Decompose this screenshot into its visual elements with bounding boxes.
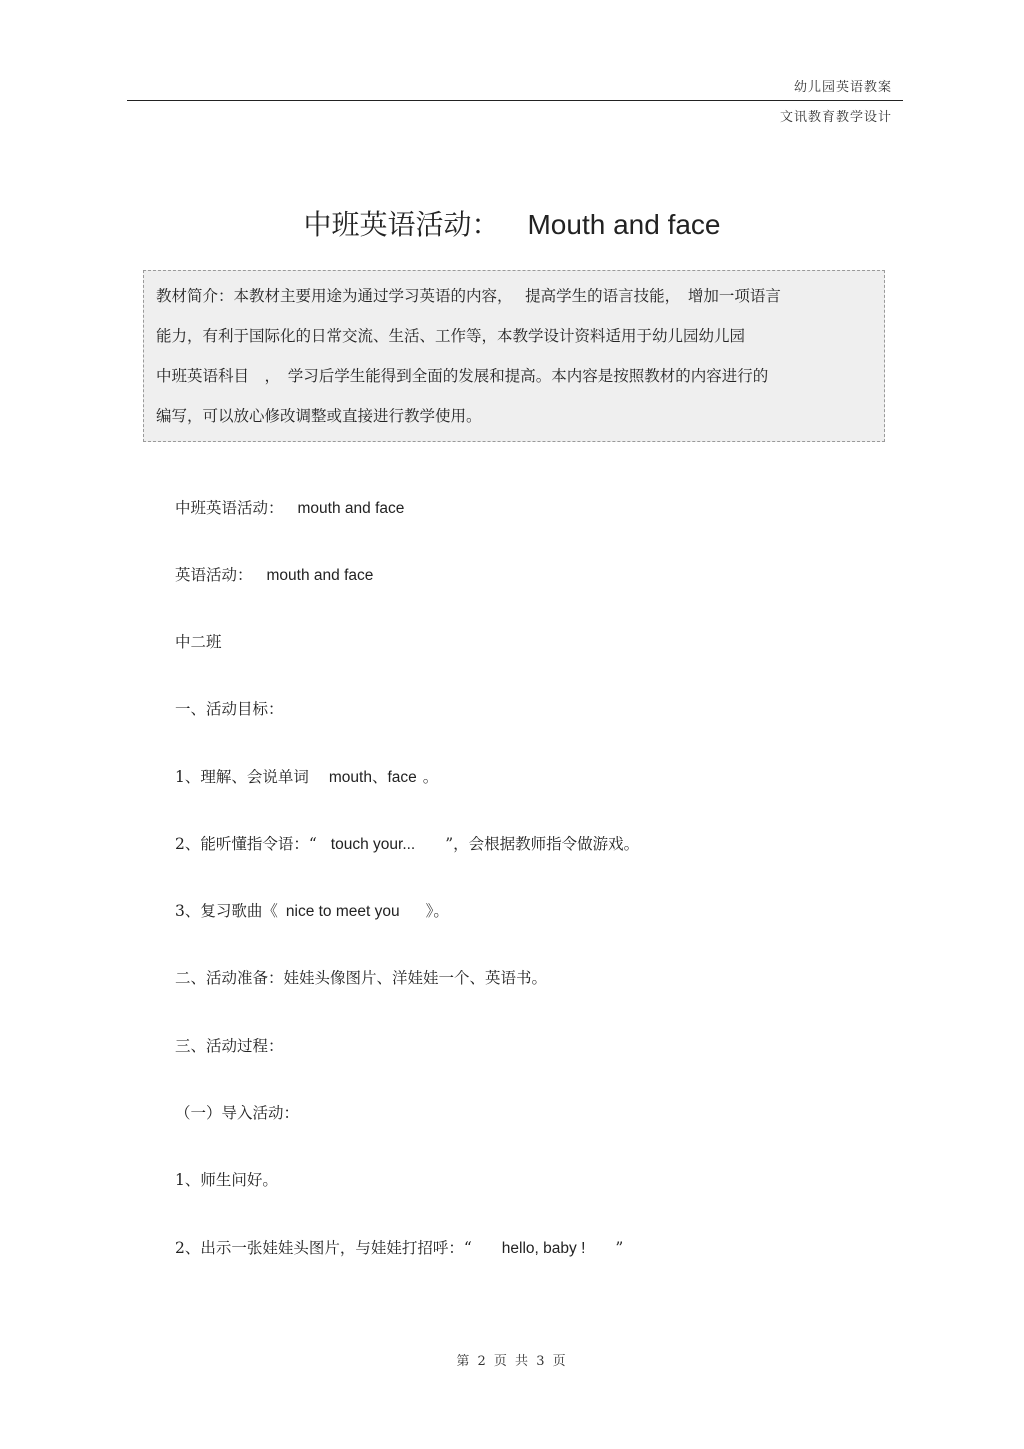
process-heading: 三、活动过程：	[175, 1037, 284, 1055]
section-heading-process	[175, 1034, 284, 1056]
page-title-en: Mouth and face	[527, 209, 721, 240]
page-number: 第 2 页 共 3 页	[456, 1354, 568, 1369]
activity-name-line	[175, 496, 404, 518]
header-doc-category: 幼儿园英语教案	[793, 80, 892, 95]
goal-3-text: 3、复习歌曲《	[175, 902, 278, 920]
class-line	[175, 630, 222, 652]
activity-name-value: mouth and face	[297, 500, 405, 517]
goals-heading: 一、活动目标：	[175, 700, 284, 718]
preparation-text: 二、活动准备：娃娃头像图片、洋娃娃一个、英语书。	[175, 969, 548, 987]
class-name: 中二班	[175, 633, 222, 651]
process-step-1	[175, 1168, 278, 1190]
intro-line: 中班英语科目 ， 学习后学生能得到全面的发展和提高。本内容是按照教材的内容进行的	[156, 367, 769, 385]
subsection-heading-intro	[175, 1101, 299, 1123]
english-activity-line	[175, 563, 373, 585]
process-step-2	[175, 1236, 623, 1258]
english-activity-value: mouth and face	[266, 567, 374, 584]
step-1-text: 1、师生问好。	[175, 1171, 278, 1189]
intro-activity-heading: （一）导入活动：	[175, 1104, 300, 1122]
section-heading-preparation	[175, 966, 547, 988]
goal-3-song: nice to meet you	[285, 903, 400, 920]
goal-1-words: mouth、face	[328, 769, 417, 786]
goal-item-2	[175, 832, 639, 854]
intro-line: 编写，可以放心修改调整或直接进行教学使用。	[156, 407, 482, 425]
goal-2-end: ”，会根据教师指令做游戏。	[445, 835, 640, 853]
goal-2-phrase: touch your...	[330, 836, 416, 853]
activity-name-label: 中班英语活动：	[175, 499, 284, 517]
goal-1-end: 。	[422, 768, 439, 786]
goal-2-text: 2、能听懂指令语：“	[175, 835, 317, 853]
goal-1-text: 1、理解、会说单词	[175, 768, 309, 786]
intro-line: 教材简介：本教材主要用途为通过学习英语的内容， 提高学生的语言技能， 增加一项语言	[156, 287, 781, 305]
intro-box	[143, 270, 885, 442]
step-2-text: 2、出示一张娃娃头图片，与娃娃打招呼：“	[175, 1239, 472, 1257]
goal-item-1	[175, 765, 438, 787]
goal-3-end: 》。	[425, 902, 449, 920]
goal-item-3	[175, 899, 449, 921]
header-doc-source: 文讯教育教学设计	[779, 110, 892, 125]
section-heading-goals	[175, 697, 284, 719]
header-divider	[127, 100, 903, 101]
step-2-end: ”	[615, 1239, 624, 1257]
intro-line: 能力，有利于国际化的日常交流、生活、工作等，本教学设计资料适用于幼儿园幼儿园	[156, 327, 746, 345]
page-title	[0, 203, 1024, 243]
step-2-greeting: hello, baby !	[501, 1240, 586, 1257]
page-title-cn: 中班英语活动：	[303, 208, 500, 241]
english-activity-label: 英语活动：	[175, 566, 253, 584]
